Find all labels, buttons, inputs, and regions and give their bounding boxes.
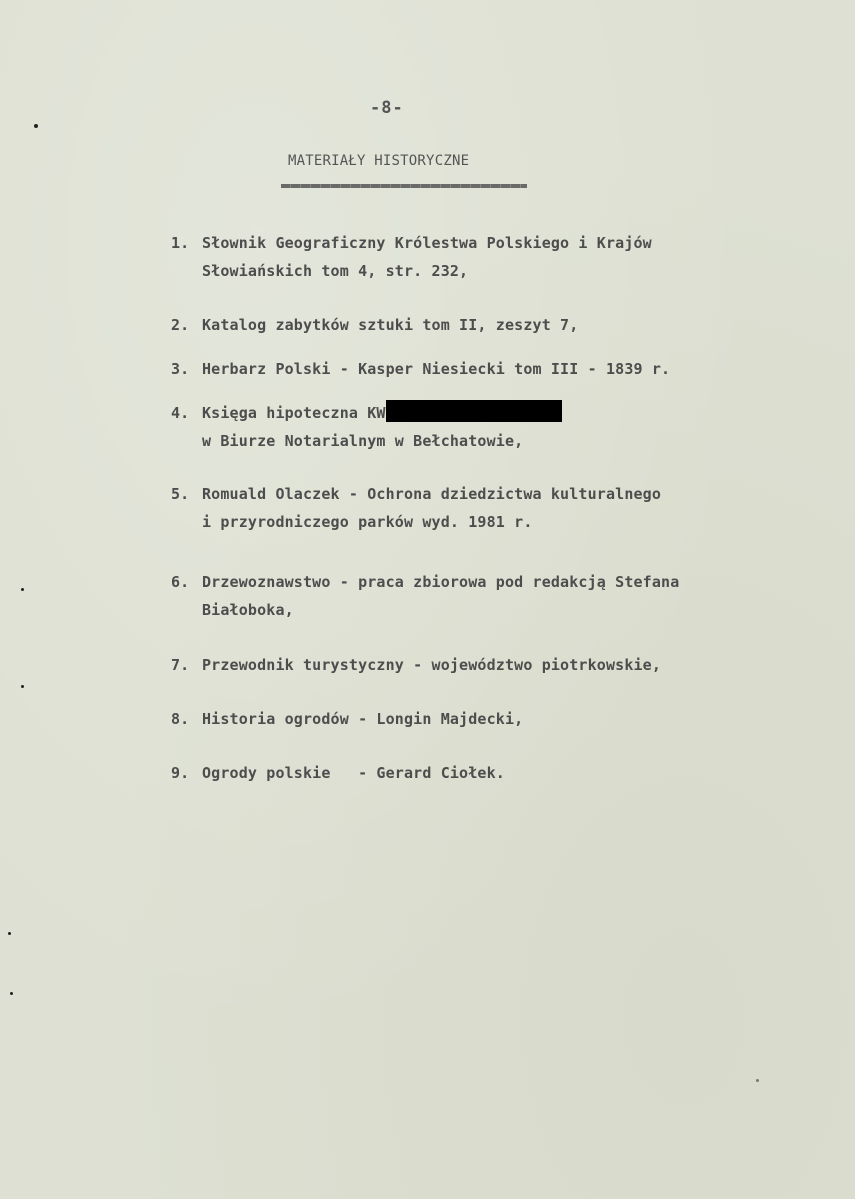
item-text-continuation: w Biurze Notarialnym w Bełchatowie, (202, 432, 524, 450)
bibliography-item-3 (171, 355, 670, 383)
paper-speck (21, 588, 24, 591)
bibliography-item-4 (171, 399, 562, 455)
bibliography-item-8 (171, 705, 523, 733)
heading-underline (281, 184, 527, 188)
item-text: Ogrody polskie - Gerard Ciołek. (202, 764, 505, 782)
item-text: Drzewoznawstwo - praca zbiorowa pod redakcją Stefana (202, 573, 680, 591)
item-number: 6. (171, 573, 190, 591)
item-number: 7. (171, 656, 190, 674)
paper-speck (34, 124, 38, 128)
item-number: 3. (171, 360, 190, 378)
item-number: 8. (171, 710, 190, 728)
bibliography-item-1 (171, 229, 652, 285)
item-text-continuation: Słowiańskich tom 4, str. 232, (202, 262, 469, 280)
bibliography-item-9 (171, 759, 505, 787)
item-text: Historia ogrodów - Longin Majdecki, (202, 710, 524, 728)
item-number: 2. (171, 316, 190, 334)
bibliography-item-6 (171, 568, 679, 624)
item-text-continuation: i przyrodniczego parków wyd. 1981 r. (202, 513, 533, 531)
paper-speck (8, 932, 11, 935)
item-number: 4. (171, 404, 190, 422)
item-text: Herbarz Polski - Kasper Niesiecki tom III - 1839 r. (202, 360, 671, 378)
section-heading: MATERIAŁY HISTORYCZNE (288, 153, 470, 169)
item-number: 5. (171, 485, 190, 503)
item-text: Przewodnik turystyczny - województwo piotrkowskie, (202, 656, 662, 674)
paper-speck (10, 992, 13, 995)
bibliography-item-5 (171, 480, 661, 536)
page-number: -8- (370, 98, 404, 118)
item-text-continuation: Białoboka, (202, 601, 294, 619)
paper-speck (21, 685, 24, 688)
item-text: Księga hipoteczna KW (202, 404, 386, 422)
bibliography-item-7 (171, 651, 661, 679)
item-number: 1. (171, 234, 190, 252)
paper-speck (756, 1079, 759, 1082)
item-text: Romuald Olaczek - Ochrona dziedzictwa kulturalnego (202, 485, 662, 503)
bibliography-item-2 (171, 311, 578, 339)
item-number: 9. (171, 764, 190, 782)
redaction-bar (386, 400, 562, 422)
item-text: Katalog zabytków sztuki tom II, zeszyt 7, (202, 316, 579, 334)
item-text: Słownik Geograficzny Królestwa Polskiego i Krajów (202, 234, 652, 252)
